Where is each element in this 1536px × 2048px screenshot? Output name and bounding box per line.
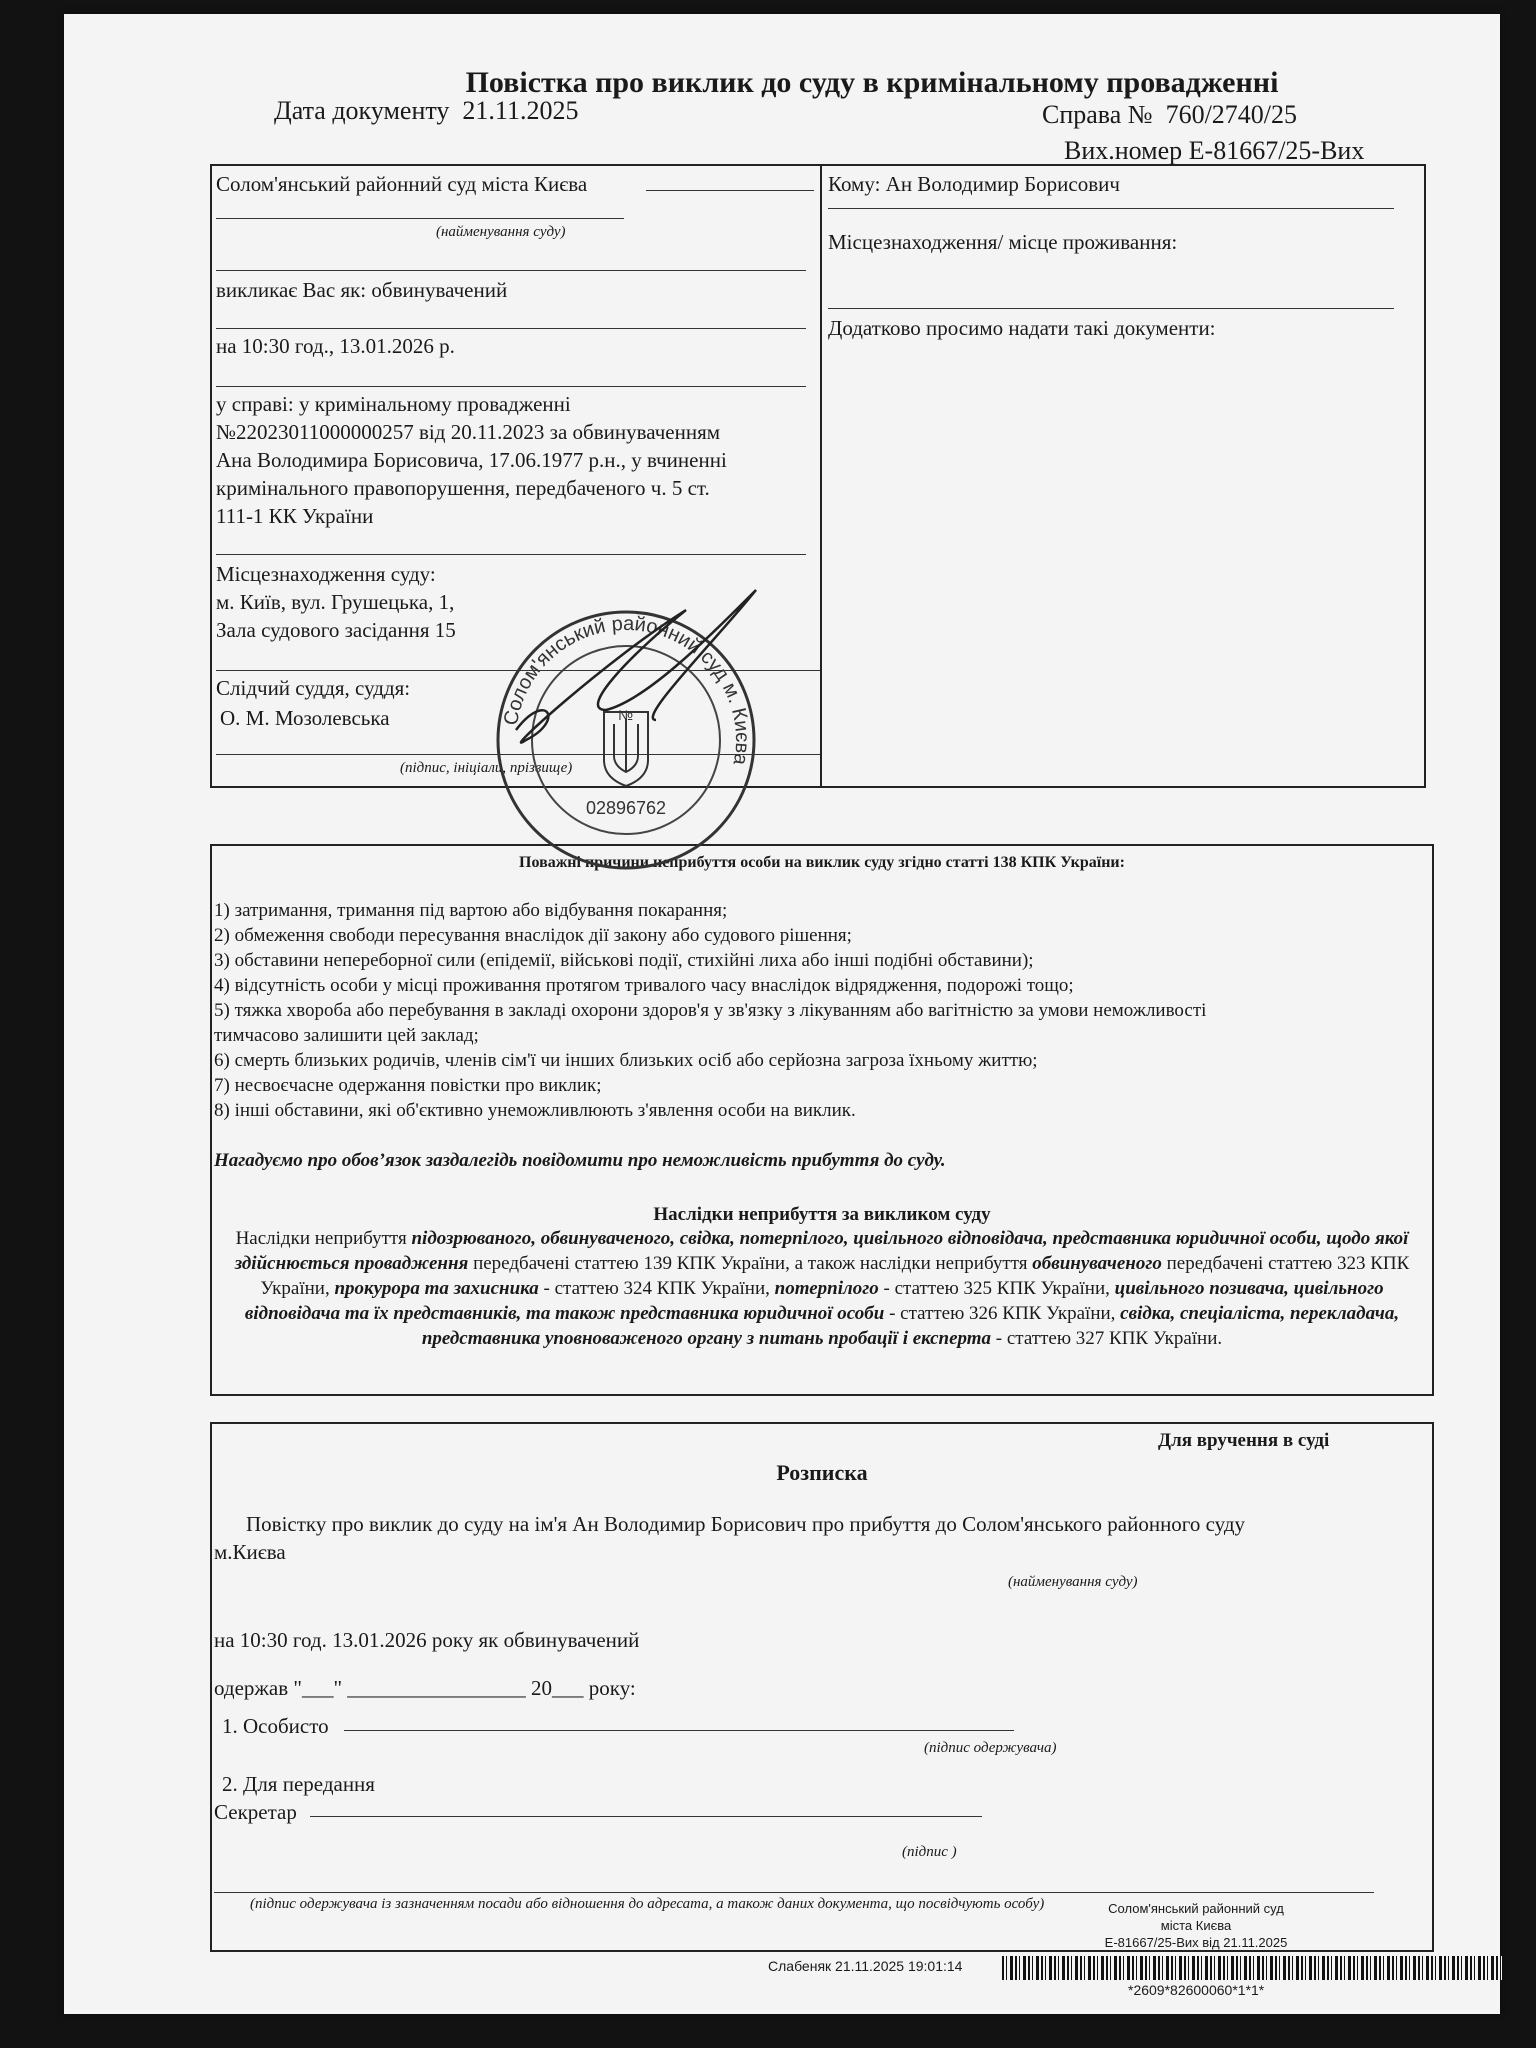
judge-label: Слідчий суддя, суддя: [216,676,411,700]
footer-court-stamp: Солом'янський районний суд міста Києва E-81667/25-Вих від 21.11.2025 [1104,1901,1288,1950]
document-date: Дата документу 21.11.2025 [274,96,579,125]
documents-label: Додатково просимо надати такі документи: [828,316,1216,340]
summons-document [64,14,1500,2014]
reason-item: 5) тяжка хвороба або перебування в закладі охорони здоров'я у зв'язку з лікуванням або вагітністю за умови неможливості [214,1000,1207,1021]
divider-line [216,554,806,555]
for-court-label: Для вручення в суді [1158,1430,1330,1451]
barcode-text: *2609*82600060*1*1* [1128,1982,1265,1998]
clerk-timestamp: Слабеняк 21.11.2025 19:01:14 [768,1958,963,1974]
residence-label: Місцезнаходження/ місце проживання: [828,230,1178,254]
divider-line [216,328,806,329]
barcode [1002,1956,1502,1980]
personally-label: 1. Особисто [222,1714,329,1738]
court-underline [646,190,814,191]
recipient-caption: (підпис одержувача) [924,1740,1057,1756]
reasons-list [214,898,1424,1123]
secretary-sign-caption: (підпис ) [902,1844,957,1860]
reason-item: 6) смерть близьких родичів, членів сім'ї чи інших близьких осіб або серйозна загроза їхньому життю; [214,1050,1038,1071]
residence-line [828,308,1394,309]
reason-item: 3) обставини непереборної сили (епідемії, військові події, стихійні лиха або інші подібні обставини); [214,950,1034,971]
bottom-sign-line [214,1892,1374,1893]
secretary-line [310,1816,982,1817]
hearing-time: на 10:30 год., 13.01.2026 р. [216,334,455,358]
reason-item: 7) несвоєчасне одержання повістки про виклик; [214,1075,602,1096]
judge-name: О. М. Мозолевська [220,706,390,730]
reason-item: 4) відсутність особи у місці проживання протягом тривалого часу внаслідок відрядження, подорожі тощо; [214,975,1074,996]
summons-role: викликає Вас як: обвинувачений [216,278,508,302]
sign-caption: (підпис, ініціали, прізвище) [400,760,573,776]
document-title: Повістка про виклик до суду в кримінальному провадженні [465,66,1279,99]
consequences-heading: Наслідки неприбуття за викликом суду [653,1204,991,1225]
court-location: Місцезнаходження суду: м. Київ, вул. Грушецька, 1, Зала судового засідання 15 [216,562,456,642]
consequences-text: Наслідки неприбуття підозрюваного, обвинуваченого, свідка, потерпілого, цивільного відповідача, представника юридичної особи, щодо якої здійснюється провадження передбачені статтею 139 КПК України, а також наслідки неприбуття обвинуваченого передбачені статтею 323 КПК України, прокурора та захисника - статтею 324 КПК України, потерпілого - статтею 325 КПК України, цивільного позивача, цивільного відповідача та їх представників, та також представника юридичної особи - статтею 326 КПК України, свідка, спеціаліста, перекладача, представника уповноваженого органу з питань пробації і експерта - статтею 327 КПК України. [234,1228,1410,1349]
secretary-label: Секретар [214,1800,297,1824]
reminder-text: Нагадуємо про обов’язок заздалегідь повідомити про неможливість прибуття до суду. [214,1150,946,1171]
reason-item: тимчасово залишити цей заклад; [214,1025,479,1046]
court-line [216,218,624,219]
receipt-text: Повістку про виклик до суду на ім'я Ан Володимир Борисович про прибуття до Солом'янського районного суду м.Києва [214,1512,1246,1564]
seal-number: № [618,707,634,723]
seal-text: Солом'янський районний суд м. Києва [499,612,754,767]
outgoing-number: Вих.номер E-81667/25-Вих [1064,136,1365,165]
divider-line [216,270,806,271]
transfer-label: 2. Для передання [222,1772,375,1796]
reason-item: 1) затримання, тримання під вартою або відбування покарання; [214,900,728,921]
bottom-caption: (підпис одержувача із зазначенням посади або відношення до адресата, а також даних документа, що посвідчують особу) [250,1896,1045,1912]
seal-code: 02896762 [585,798,667,818]
divider-line [216,386,806,387]
case-number: Справа № 760/2740/25 [1042,100,1298,129]
case-description: у справі: у кримінальному провадженні №22023011000000257 від 20.11.2023 за обвинуваченням Ана Володимира Борисовича, 17.06.1977 р.н., у вчиненні кримінального правопорушення, передбаченого ч. 5 ст. 111-1 КК України [216,392,727,528]
column-divider [820,164,822,788]
receipt-court-caption: (найменування суду) [1008,1574,1138,1590]
court-name: Солом'янський районний суд міста Києва [216,172,588,196]
recipient: Кому: Ан Володимир Борисович [828,172,1120,196]
received-date: одержав "___" _________________ 20___ року: [214,1676,636,1700]
personally-line [344,1730,1014,1731]
court-seal [486,600,766,880]
reasons-heading: Поважні причини неприбуття особи на виклик суду згідно статті 138 КПК України: [519,854,1125,871]
reason-item: 8) інші обставини, які об'єктивно унеможливлюють з'явлення особи на виклик. [214,1100,856,1121]
receipt-title: Розписка [776,1460,868,1485]
court-caption: (найменування суду) [436,224,566,240]
reason-item: 2) обмеження свободи пересування внаслідок дії закону або судового рішення; [214,925,852,946]
signature-scribble [456,570,776,770]
receipt-time: на 10:30 год. 13.01.2026 року як обвинувачений [214,1628,640,1652]
recipient-line [828,208,1394,209]
